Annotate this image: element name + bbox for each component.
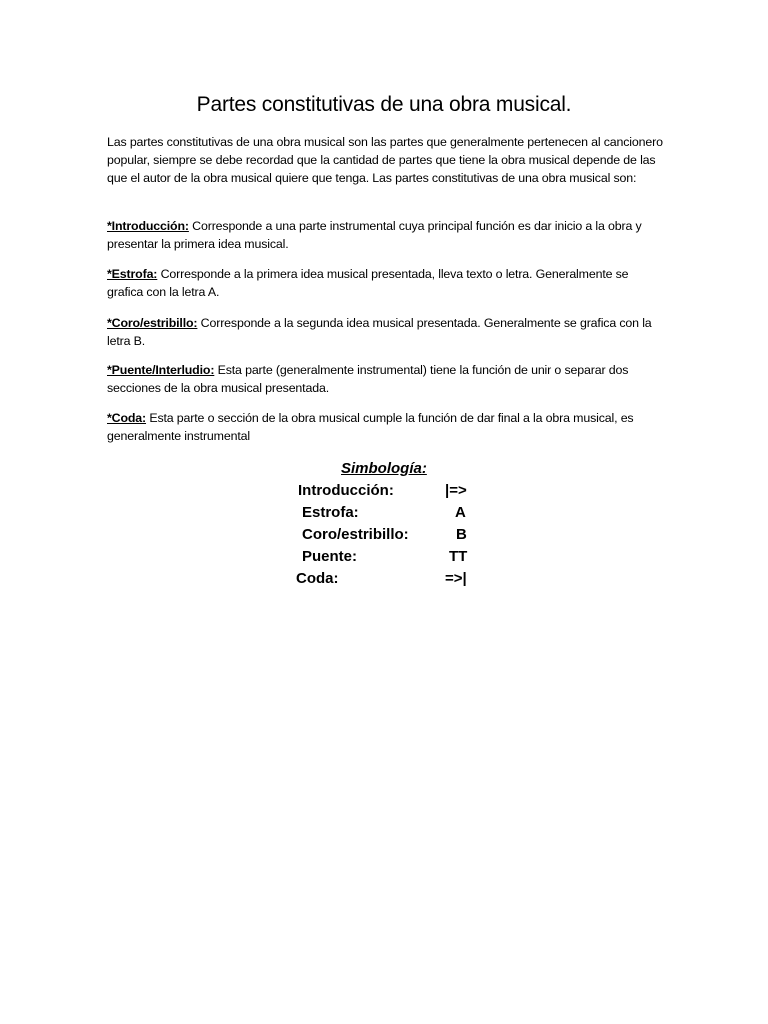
section-estrofa [107,265,667,301]
symbology-name: Introducción: [298,482,394,499]
section-description: Corresponde a una parte instrumental cuya principal función es dar inicio a la obra y presentar la primera idea musical. [107,219,642,252]
intro-text: Las partes constitutivas de una obra musical son las partes que generalmente pertenecen al cancionero popular, siempre se debe recordad que la cantidad de partes que tiene la obra musical depende de las que el autor de la obra musical quiere que tenga. Las partes constitutivas de una obra musical son: [107,135,663,186]
section-introduccion [107,217,667,253]
symbology-symbol: A [455,504,466,521]
page-title: Partes constitutivas de una obra musical. [196,93,572,116]
section-coro-estribillo [107,314,667,350]
section-description: Esta parte o sección de la obra musical cumple la función de dar final a la obra musical, es generalmente instrumental [107,411,634,444]
section-term: *Estrofa: [107,267,158,281]
symbology-symbol: =>| [445,570,467,587]
symbology-name: Coro/estribillo: [302,526,409,543]
section-description: Corresponde a la segunda idea musical presentada. Generalmente se grafica con la letra B. [107,316,652,349]
section-term: *Coro/estribillo: [107,316,198,330]
symbology-symbol: |=> [445,482,467,499]
symbology-heading: Simbología: [341,460,427,477]
section-term: *Introducción: [107,219,189,233]
section-description: Esta parte (generalmente instrumental) tiene la función de unir o separar dos secciones de la obra musical presentada. [107,363,629,396]
symbology-symbol: TT [449,548,468,565]
section-description: Corresponde a la primera idea musical presentada, lleva texto o letra. Generalmente se grafica con la letra A. [107,267,629,300]
section-coda [107,409,667,445]
section-term: *Coda: [107,411,147,425]
section-term: *Puente/Interludio: [107,363,215,377]
intro-paragraph [107,133,667,188]
symbology-name: Estrofa: [302,504,359,521]
symbology-name: Puente: [302,548,358,565]
symbology-symbol: B [456,526,467,543]
symbology-name: Coda: [296,570,339,587]
section-puente-interludio [107,361,667,397]
